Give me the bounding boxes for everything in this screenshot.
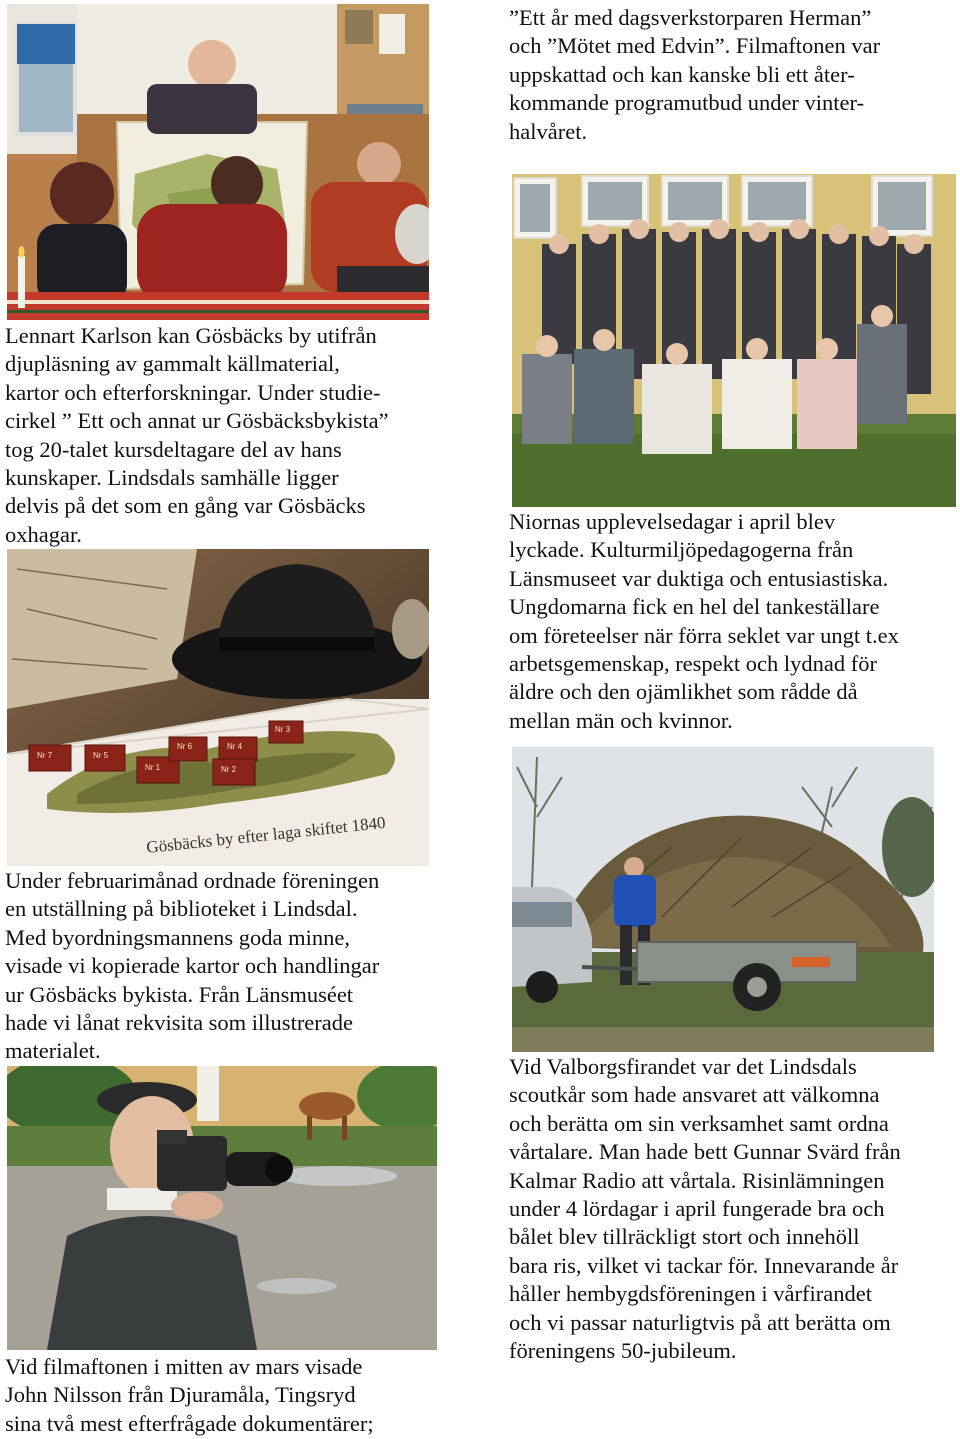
photo-valborg-brushpile xyxy=(512,747,934,1052)
caption-valborg: Vid Valborgsfirandet var det Lindsdals scoutkår som hade ansvaret att välkomna och berätta om sin verksamhet samt ordna vårtalare. Man hade bett Gunnar Svärd från Kalmar Radio att vårtala. Risinlämningen under 4 lördagar i april fungerade bra och bålet blev tillräckligt stort och innehöll bara ris, vilket vi tackar för. Innevarande år håller hembygdsföreningen i vårfirandet och vi passar naturligtvis på att berätta om föreningens 50-jubileum. xyxy=(509,1054,901,1364)
photo-group-niorna xyxy=(512,174,956,507)
caption-lecture: Lennart Karlson kan Gösbäcks by utifrån djupläsning av gammalt källmaterial, kartor och efterforskningar. Under studie- cirkel ” Ett och annat ur Gösbäcksbykista” tog 20-talet kursdeltagare del av hans kunskaper. Lindsdals samhälle ligger delvis på det som en gång var Gösbäcks oxhagar. xyxy=(5,323,389,547)
photo-film-camera xyxy=(7,1066,437,1350)
map-caption-text: Gösbäcks by efter laga skiftet 1840 xyxy=(145,812,387,857)
caption-niorna: Niornas upplevelsedagar i april blev lyckade. Kulturmiljöpedagogerna från Länsmuseet var duktiga och entusiastiska. Ungdomarna fick en hel del tankeställare om företeelser när förra seklet var ungt t.ex arbetsgemenskap, respekt och lydnad för äldre och den ojämlikhet som rådde då mellan män och kvinnor. xyxy=(509,509,899,733)
photo-lecture xyxy=(7,4,429,320)
caption-film: Vid filmaftonen i mitten av mars visade John Nilsson från Djuramåla, Tingsryd sina två mest efterfrågade dokumentärer; xyxy=(5,1354,374,1436)
map-label: Nr 6 xyxy=(177,742,193,751)
map-label: Nr 5 xyxy=(93,751,109,760)
map-label: Nr 3 xyxy=(275,725,291,734)
map-label: Nr 1 xyxy=(145,763,161,772)
map-label: Nr 4 xyxy=(227,742,243,751)
map-label: Nr 7 xyxy=(37,751,53,760)
caption-exhibition: Under februarimånad ordnade föreningen en utställning på biblioteket i Lindsdal. Med byordningsmannens goda minne, visade vi kopierade kartor och handlingar ur Gösbäcks bykista. Från Länsmuséet hade vi lånat rekvisita som illustrerade materialet. xyxy=(5,868,380,1064)
photo-exhibition-map xyxy=(7,549,429,866)
caption-film-continued: ”Ett år med dagsverkstorparen Herman” och ”Mötet med Edvin”. Filmaftonen var uppskattad och kan kanske bli ett åter- kommande programutbud under vinter- halvåret. xyxy=(509,5,881,144)
map-label: Nr 2 xyxy=(221,765,237,774)
